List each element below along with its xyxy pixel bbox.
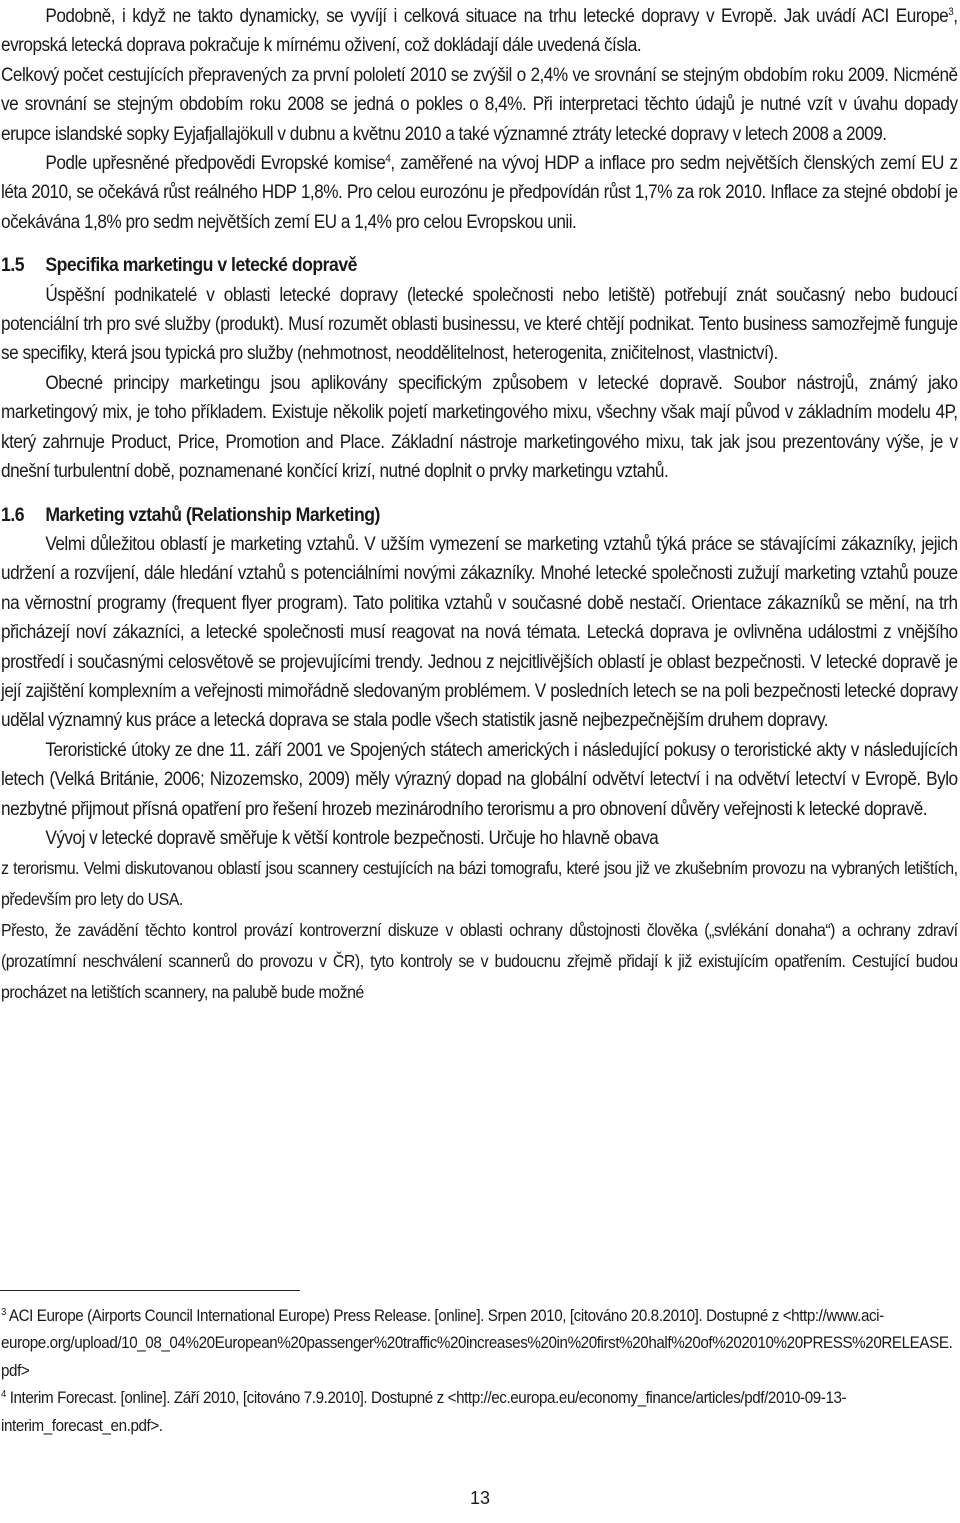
body-text [1,2,958,1008]
paragraph: Podobně, i když ne takto dynamicky, se vyvíjí i celková situace na trhu letecké dopravy v Evropě. Jak uvádí ACI Europe$^3$, evropská letecká doprava pokračuje k mírnému oživení, což dokládají dále uvedená čísla. [1,6,958,57]
footnotes [1,1302,956,1439]
footnote-ref-4[interactable]: 4 [385,153,391,166]
footnote-3: $^3$ ACI Europe (Airports Council International Europe) Press Release. [online]. Srpen 2010, [citováno 20.8.2010]. Dostupné z <http://www.aci- [1,1306,884,1325]
footnote-ref-3[interactable]: 3 [948,6,954,18]
paragraph: Celkový počet cestujících přepravených za první pololetí 2010 se zvýšil o 2,4% ve srovnání se stejným obdobím roku 2009. Nicméně ve srovnání se stejným obdobím roku 2008 se jedná o pokles o 8,4%. Při interpretaci těchto údajů je nutné vzít v úvahu dopady erupce islandské sopky Eyjafjallajökull v dubnu a květnu 2010 a také významné ztráty letecké dopravy v letech 2008 a 2009. [1,64,958,145]
paragraph: Přesto, že zavádění těchto kontrol provází kontroverzní diskuze v oblasti ochrany důstojnosti člověka („svlékání donaha“) a ochrany zdraví (prozatímní neschválení scannerů do provozu v ČR), tyto kontroly se v budoucnu zřejmě přidají k již existujícím opatřením. Cestující budou procházet na letištích scannery, na palubě bude možné [1,920,958,1003]
footnote-separator [0,1290,300,1291]
section-heading-1-5: 1.5 Specifika marketingu v letecké dopravě [1,254,357,277]
paragraph: z terorismu. Velmi diskutovanou oblastí jsou scannery cestujících na bázi tomografu, které jsou již ve zkušebním provozu na vybraných letištích, především pro lety do USA. [1,858,958,910]
paragraph: Teroristické útoky ze dne 11. září 2001 ve Spojených státech amerických i následující pokusy o teroristické akty v následujících letech (Velká Británie, 2006; Nizozemsko, 2009) měly výrazný dopad na globální odvětví letectví i na odvětví letectví v Evropě. Bylo nezbytné přijmout přísná opatření pro řešení hrozeb mezinárodního terorismu a pro obnovení důvěry veřejnosti k letecké dopravě. [1,739,958,820]
paragraph: Obecné principy marketingu jsou aplikovány specifickým způsobem v letecké dopravě. Soubor nástrojů, známý jako marketingový mix, je toho příkladem. Existuje několik pojetí marketingového mixu, všechny však mají původ v základním modelu 4P, který zahrnuje Product, Price, Promotion and Place. Základní nástroje marketingového mixu, tak jak jsou prezentovány výše, je v dnešní turbulentní době, poznamenané končící krizí, nutné doplnit o prvky marketingu vztahů. [1,372,958,483]
paragraph: Úspěšní podnikatelé v oblasti letecké dopravy (letecké společnosti nebo letiště) potřebují znát současný nebo budoucí potenciální trh pro své služby (produkt). Musí rozumět oblasti businessu, ve které chtějí podnikat. Tento business samozřejmě funguje se specifiky, která jsou typická pro služby (nehmotnost, neoddělitelnost, heterogenita, zničitelnost, vlastnictví). [1,284,958,365]
paragraph: Velmi důležitou oblastí je marketing vztahů. V užším vymezení se marketing vztahů týká práce se stávajícími zákazníky, jejich udržení a rozvíjení, dále hledání vztahů s potenciálními novými zákazníky. Mnohé letecké společnosti zužují marketing vztahů pouze na věrnostní programy (frequent flyer program). Tato politika vztahů v současné době nestačí. Orientace zákazníků se mění, na trh přicházejí noví zákazníci, a letecké společnosti musí reagovat na nová témata. Letecká doprava je ovlivněna událostmi z vnějšího prostředí i současnými celosvětově se projevujícími trendy. Jednou z nejcitlivějších oblastí je oblast bezpečnosti. V letecké dopravě je její zajištění komplexním a veřejnosti mimořádně sledovaným problémem. V posledních letech se na poli bezpečnosti letecké dopravy udělal významný kus práce a letecká doprava se stala podle všech statistik jasně nejbezpečnějším druhem dopravy. [1,533,958,732]
footnote-4: $^4$ Interim Forecast. [online]. Září 2010, [citováno 7.9.2010]. Dostupné z <http://ec.europa.eu/economy_finance/articles/pdf/2010-09-13-interim_forecast_en.pdf>. [1,1388,847,1435]
paragraph: Podle upřesněné předpovědi Evropské komise$^4$, zaměřené na vývoj HDP a inflace pro sedm největších členských zemí EU z léta 2010, se očekává růst reálného HDP 1,8%. Pro celou eurozónu je předpovídán růst 1,7% za rok 2010. Inflace za stejné období je očekávána 1,8% pro sedm největších zemí EU a 1,4% pro celou Evropskou unii. [1,153,958,233]
section-heading-1-6: 1.6 Marketing vztahů (Relationship Marketing) [1,503,380,526]
paragraph: Vývoj v letecké dopravě směřuje k větší kontrole bezpečnosti. Určuje ho hlavně obava [45,827,659,849]
footnote-3-url[interactable]: europe.org/upload/10_08_04%20European%20passenger%20traffic%20increases%20in%20first%20half%20of%202010%20PRESS%20RELEASE.pdf> [1,1333,953,1380]
page-number: 13 [469,1488,491,1508]
